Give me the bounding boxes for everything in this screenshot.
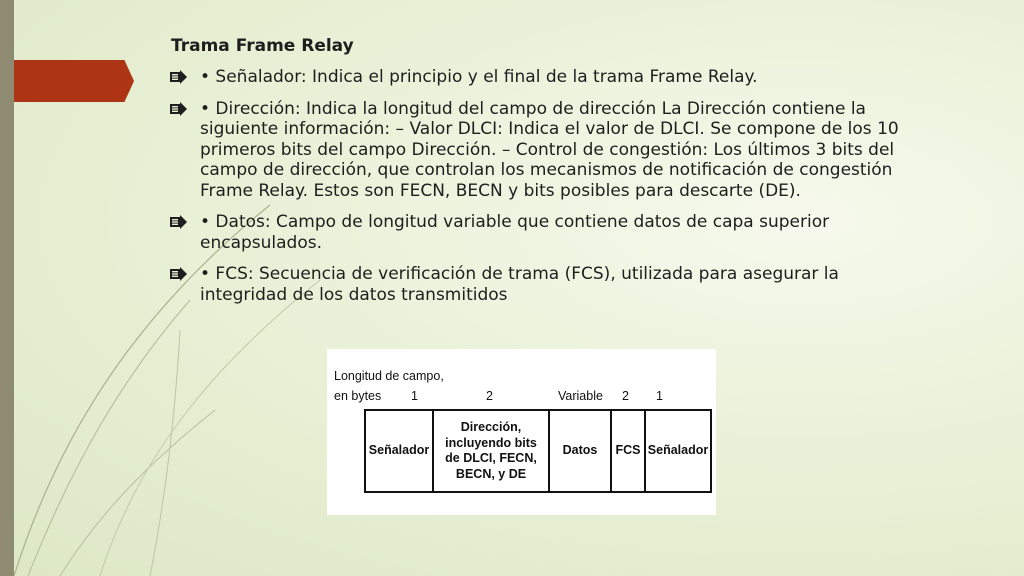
bullet-text: • FCS: Secuencia de verificación de trama (FCS), utilizada para asegurar la integridad de los datos transmitidos [200,264,839,305]
field-label: Datos [562,443,598,458]
field-direccion [434,411,550,491]
bullet-item [170,67,910,88]
length-caption-line1: Longitud de campo, [334,369,444,383]
field-length-label: 1 [411,389,418,403]
frame-format-table [364,409,712,493]
field-senalador-end [646,411,710,491]
arrow-bullet-icon [170,102,187,116]
bullet-text: • Datos: Campo de longitud variable que contiene datos de capa superior encapsulados. [200,212,830,253]
accent-arrow-shape [14,60,134,102]
length-caption-line2: en bytes [334,389,382,403]
field-fcs [612,411,646,491]
field-length-label: 2 [622,389,629,403]
bullet-list [170,67,910,316]
bullet-item [170,212,910,253]
field-length-label: 2 [486,389,493,403]
field-label: Señalador [368,443,430,458]
arrow-bullet-icon [170,267,187,281]
field-senalador-start [366,411,434,491]
bullet-item [170,99,910,202]
field-length-label: 1 [656,389,663,403]
bullet-text: • Señalador: Indica el principio y el final de la trama Frame Relay. [200,67,758,87]
field-label: FCS [615,443,641,458]
slide-title: Trama Frame Relay [171,36,354,56]
field-length-label: Variable [558,389,603,403]
bullet-text: • Dirección: Indica la longitud del campo de dirección La Dirección contiene la siguiente información: – Valor DLCI: Indica el valor de DLCI. Se compone de los 10 primeros bits del campo Dirección. – Control de congestión: Los últimos 3 bits del campo de dirección, que controlan los mecanismos de notificación de congestión Frame Relay. Estos son FECN, BECN y bits posibles para descarte (DE). [200,98,899,201]
arrow-bullet-icon [170,215,187,229]
bullet-item [170,264,910,305]
field-label: Señalador [647,443,709,458]
arrow-bullet-icon [170,70,187,84]
frame-format-figure [327,349,716,515]
field-datos [550,411,612,491]
field-label: Dirección, incluyendo bits de DLCI, FECN, BECN, y DE [445,420,537,481]
